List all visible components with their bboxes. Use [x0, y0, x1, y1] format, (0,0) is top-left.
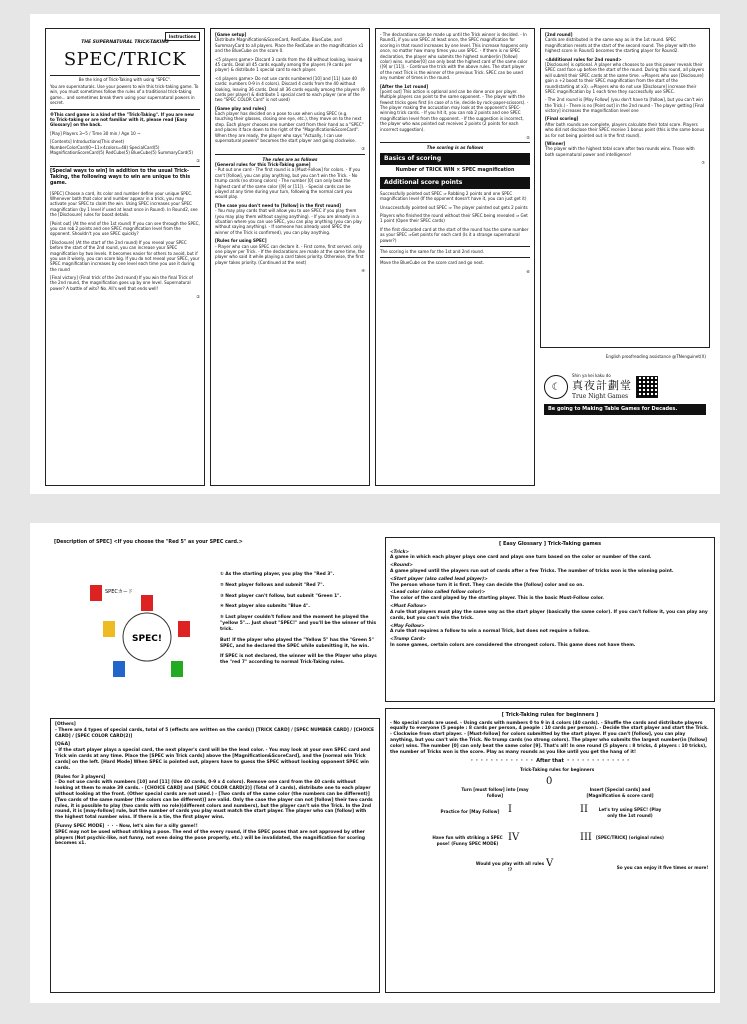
rules-follow-heading: The rules are as follows: [262, 156, 318, 162]
flow-all: Would you play with all rules !?: [475, 861, 545, 872]
flow-practice: Practice for [May Follow]: [440, 809, 500, 815]
spec-description: [50, 537, 380, 712]
disclosure-rule: [Disclosure] (At the start of the 2nd round) If you reveal your SPEC before the start of the 2nd round, you can increase your SPEC magnification by two levels. It becomes easier for others to avoid, but if you use it wisely, you can score big. If you do not reveal your SPEC, your SPEC magnification increases by one level each time you use it during the round: [50, 239, 200, 272]
desc-heading: [Description of SPEC] <If you choose the "Red 5" as your SPEC card.>: [54, 540, 243, 545]
spec-card-label: SPECカード: [105, 589, 133, 595]
card-blue-4: [113, 661, 125, 677]
step-4: ④ Next player also submits "Blue 4".: [220, 604, 310, 610]
final-scoring-heading: [Final scoring]: [545, 116, 579, 122]
glossary-heading: [ Easy Glossary ] Trick-Taking games: [498, 541, 602, 547]
funny-text: SPEC may not be used without striking a pose. The end of the every round, if the SPEC poses that are not approved by other players (Not psychic-like, not funny, not even doing the pose properly, etc.) will be invalidated, the magnification for scoring becomes x1.: [55, 829, 366, 847]
point-out-rule: [Point out] (At the end of the 1st round) If you can see through the SPEC, you can rob 2 points and one SPEC magnification level from the opponent. Shouldn't you use SPEC quickly?: [50, 220, 200, 237]
general-heading: [General rules for this Trick-Taking game]: [215, 162, 311, 168]
flow-title: Trick-Taking rules for beginners: [520, 767, 595, 773]
flow-heading: [Game play and rules]: [215, 105, 266, 111]
proofreading-credit: English proofreading assistance @TNenguinet(X): [605, 354, 706, 359]
page-number: ⑥: [526, 268, 530, 274]
flow-node-0: 0: [546, 776, 553, 788]
additional-4: If the first discarded card at the start of the round has the same number as your SPEC ⇒Get points for each card (Is it a strange supernatural power?): [380, 226, 529, 243]
contents-info: [Contents] Introductions(This sheet) NumberColorCard(0~11×4colors=48) SpecialCard(5) MagnificationScoreCard(5) RedCube(5) BlueCube(5) SummaryCard(5): [50, 139, 194, 155]
page-number: ②: [196, 294, 200, 300]
general-rules: - Put out one card - The first round is a [Must-Follow] for colors. - If you can't [follow], you can play anything, but you can't win the Trick. - No trump cards (no strong colors) - The number [0] can only beat the highest card of the same color ([9] or [11]). - Special cards can be played at any time during your turn, following the normal card you would play.: [215, 167, 361, 200]
panel-intro: [45, 28, 205, 486]
panel-scoring: [375, 28, 535, 486]
winner-heading: [Winner]: [545, 141, 566, 147]
instructions-tag: Instructions: [165, 32, 200, 41]
three-players-heading: [Rules for 3 players]: [55, 774, 106, 780]
glossary-definition: The person whose turn it is first. They can decide the [follow] color and so on.: [390, 582, 585, 588]
step-5: ⑤ Last player couldn't follow and the moment he played the "yellow 5"... Just shout "SPEC!" and you'll be the winner of this trick.: [220, 615, 377, 632]
qa-heading: [Q&A]: [55, 742, 70, 748]
step-2: ② Next player follows and submit "Red 7".: [220, 582, 325, 588]
glossary-term: <Must Follow>: [390, 604, 427, 610]
glossary-definition: The color of the card played by the starting player. This is the basic Must-Follow color.: [390, 596, 604, 602]
scoring-follows: The scoring is as follows: [426, 145, 484, 151]
step-7: If SPEC is not declared, the winner will be the Player who plays the "red 7" according to normal Trick-Taking rules.: [220, 654, 377, 666]
additional-3: Players who finished the round without their SPEC being revealed ⇒ Get 1 point (Open their SPEC cards): [380, 213, 528, 224]
back-sheet: [30, 523, 720, 1003]
others-heading: [Others]: [55, 722, 76, 727]
panel-second-round: [540, 28, 710, 348]
brand-romaji: Shin ya kei kaku do: [572, 373, 611, 379]
glossary-definition: A game in which each player plays one card and plays one turn based on the color or number of the card.: [390, 555, 652, 561]
step-1: ① As the starting player, you play the "Red 3".: [220, 572, 335, 577]
additional-1: Successfully pointed out SPEC ⇒ Robbing 2 points and one SPEC magnification level (If the opponent doesn't have it, you can just get it): [380, 190, 527, 202]
beginners-heading: [ Trick-Taking rules for beginners ]: [501, 712, 599, 718]
flow-node-3: III: [580, 832, 592, 844]
beginner-flowchart: [390, 767, 710, 877]
move-cube: Move the BlueCube on the score card and go next.: [380, 260, 484, 266]
glossary-term: <Trump Card>: [390, 637, 426, 643]
basics-heading: Basics of scoring: [380, 153, 530, 165]
cant-rules: - You may play cards that will allow you to use SPEC if you play them (you may play them without saying anything). - If you are already in a situation where you can use SPEC, you can play anything (you can play without saying anything). - If someone has already used SPEC the winner of the Trick is confirmed), you can play anything.: [215, 208, 362, 235]
glossary-definition: A rule that requires a follow to win a normal Trick, but does not require a follow.: [390, 629, 590, 635]
step-6: But! If the player who played the "Yellow 5" has the "Green 5" SPEC, and he declared the SPEC while submitting it, he win.: [220, 637, 374, 649]
glossary-definition: A game played until the players run out of cards after a few Tricks. The number of tricks won is the winning point.: [390, 569, 674, 575]
using-heading: [Rules for using SPEC]: [215, 238, 267, 244]
spec-card-red: [90, 585, 102, 601]
page-number: ⑤: [526, 135, 530, 141]
note-text: ※This card game is a kind of the "Trick-Taking". If you are new to Trick-taking or are not familiar with it, please read [Easy Glossary] on the back.: [50, 111, 194, 128]
spec-steps: [220, 572, 380, 671]
after-that-heading: ・・・・・・・・・・・・・ After that ・・・・・・・・・・・・・: [469, 758, 631, 765]
final-victory-rule: [Final victory] (Final trick of the 2nd round) If you win the final Trick of the 2nd round, the magnification goes up by one level. Supernatural power? A battle of wits? No. All's well that ends well!: [50, 275, 193, 291]
flow-text: Each player has decided on a pose to use when using SPEC (e.g. touching their glasses, closing one eye, etc.), they move on to the next step. Each player chooses one number card from their hand as a "SPEC" and places it face down to the right of the "Magnification&ScoreCard". When they are ready, the player who says "Actually, I can use supernatural powers" becomes the start player and going clockwise.: [215, 111, 364, 144]
card-yellow-5: [103, 621, 115, 637]
intro-text: You are supernaturals. Use your powers to win this trick-taking game. To win, you must sometimes follow the rules of a traditional trick-taking game... and sometimes break them using your supernatural powers in secret.: [50, 84, 199, 106]
flow-original: [SPEC/TRICK] (original rules): [596, 835, 664, 841]
after-round-heading: [After the 1st round]: [380, 83, 429, 89]
additional-heading: Additional score points: [380, 177, 530, 189]
game-subtitle: THE SUPERNATURAL TRICK-TAKING: [81, 40, 169, 45]
winner-text: The player with the highest total score after two rounds wins. Those with both supernatural power and intelligence!: [545, 146, 695, 157]
round2-heading: [2nd round]: [545, 32, 573, 37]
page-number: ⑦: [701, 160, 705, 166]
flow-node-4: IV: [508, 832, 520, 844]
step-3: ③ Next player can't follow, but submit "Green 1".: [220, 593, 342, 599]
page-number: ①: [196, 158, 200, 164]
using-rules: - Player who can use SPEC can declare it. - First come, first served. only one player per Trick. - If the declarations are made at the same time, the player who said it while playing a card takes priority. Otherwise, the first player takes priority. (Continued at the next): [215, 243, 365, 265]
setup-heading: [Game setup]: [215, 32, 247, 37]
qa-text: - If the start player plays a special card, the next player's card will be the lead color. - You may look at your own SPEC card and Trick win cards at any time. Place the [SPEC win Trick cards] above the [Magnification&ScoreCard], and the [normal win Trick cards] on the left. [Hard Mode] When SPEC is pointed out, players have to guess the SPEC without looking opponent SPEC win cards.: [55, 748, 371, 771]
others-panel: [50, 718, 380, 993]
card-green-1: [171, 661, 183, 677]
page-number: ④: [361, 268, 365, 274]
glossary-term: <Lead color (also called follow color)>: [390, 590, 486, 596]
glossary-panel: [385, 537, 715, 702]
page-number: ③: [361, 146, 365, 152]
four-player-rule: <4 players game> Do not use cards numbered [10] and [11] (use 40 cards: numbers 0-9 in 4 colors). Discard 4 cards from the 40 without looking, leaving 36 cards. Deal all 36 cards equally among the players (9 cards per player) & distribute 1 special card to each player (one of the two "SPEC COLOR Card" is not used): [215, 75, 365, 103]
spec-diagram: [85, 577, 210, 687]
flow-enjoy: So you can enjoy it five times or more!: [616, 865, 709, 871]
brand-slogan: Be going to Making Table Games for Decades.: [544, 404, 706, 415]
cant-heading: [The case you don't need to [follow] in the first round]: [215, 202, 342, 208]
score-formula: Number of TRICK WIN × SPEC magnification: [395, 167, 515, 173]
others-text: - There are 4 types of special cards, total of 5 (effects are written on the cards)) [TRICK CARD] / [SPEC NUMBER CARD] / [CHOICE CARD] / [SPEC COLOR CARD(2)]: [55, 727, 375, 739]
game-title: SPEC/TRICK: [63, 48, 187, 70]
brand-kanji: 真夜計劃堂: [572, 378, 632, 392]
flow-node-5: V: [546, 858, 554, 870]
panel-setup: [210, 28, 370, 486]
flow-turn: Turn [must follow] into [may follow]: [461, 787, 529, 798]
scoring-same: The scoring is the same for the 1st and 2nd round.: [380, 248, 485, 254]
qr-code-icon: [636, 376, 658, 398]
card-red-7: [178, 621, 190, 637]
additional-2nd-text-2: - The 2nd round is [May Follow] (you don't have to [follow], but you can't win the Trick.) - There is no [Point out] in the 2nd round - The player getting [Final victory] increases the magnification level one: [545, 97, 705, 114]
setup-text: Distribute Magnification&ScoreCard, RedCube, BlueCube, and SummaryCard to all players. Place the RedCube on the magnification x1 and the BlueCube on the score 0.: [215, 37, 364, 54]
brand-english: True Night Games: [572, 393, 629, 401]
beginners-panel: [385, 708, 715, 993]
tagline: Be the king of Trick-Taking with using "SPEC".: [50, 75, 200, 82]
round2-text: Cards are distributed in the same way as in the 1st round. SPEC magnification resets at the start of the second round. The player with the highest score in Round1 becomes the starting player for Round2.: [545, 37, 696, 54]
special-ways: [Special ways to win] In addition to the usual Trick-Taking, the following ways to win are unique to this game.: [50, 168, 191, 187]
additional-2: Unsuccessfully pointed out SPEC ⇒ The player pointed out gets 2 points: [380, 204, 528, 210]
final-scoring-text: After both rounds are complete, players calculate their total score. Players who did not disclose their SPEC receive 1 bonus point (this is the same bonus as for not being pointed out in the first round).: [545, 121, 705, 138]
brand-block: [540, 354, 710, 486]
spec-center-text: SPEC!: [132, 634, 162, 644]
flow-lets: Let's try using SPEC! (Play only the 1st round): [598, 807, 662, 818]
glossary-term: <May Follow>: [390, 623, 425, 629]
continued-rules: - The declarations can be made up until the Trick winner is decided. - In Round1, if you use SPEC at least once, the SPEC magnification for scoring in that round increases by one level. This increase happens only once, no matter how many times you use SPEC. - If there is no SPEC declaration, the player who submits the highest number(in [follow] color) wins. number[0] can only beat the highest card of the same color ([9] or [11]). - Continue the trick with the above rules. The start player of the next Trick is the winner of the previous Trick. SPEC can be used any number of times in the round.: [380, 32, 529, 81]
front-sheet: [30, 14, 720, 494]
play-info: [Play] Players 3~5 / Time 30 min / Age 10 ~: [50, 130, 141, 136]
card-red-3: [141, 595, 153, 611]
flow-node-1: I: [508, 804, 512, 816]
flow-node-2: II: [580, 804, 588, 816]
additional-2nd-heading: <Additional rules for 2nd round>: [545, 56, 622, 62]
additional-2nd-text: [Disclosure] is optional. A player who chooses to use this power reveals their SPEC card face up before the start of the round. During this round, all players will submit their SPEC cards at the same time. ⇒Players who use [Disclosure] gain a +2 boost to their SPEC magnification from the start of the round(starting at x3). ⇒Players who do not use [Disclosure] increase their SPEC magnification by 1 each time they successfully use SPEC.: [545, 61, 705, 94]
three-players-text: - Do not use cards with numbers [10] and [11] (Use 40 cards, 0-9 x 4 colors). Remove one card from the 40 cards without looking at them to make 39 cards. - [CHOICE CARD] and [SPEC COLOR CARD(2)] (Total of 3 cards), distribute one to each player without looking at the front. (Other special cards are not used.) - [Two cards of the same color (the numbers can be different)] [Two cards of the same number (the colors can be different)] are valid. Only the case the player can not [follow] their two cards rules, it is possible to play (two cards with no role)(different colors and numbers), but the player can't win the Trick. In the 2nd round, it is [may-follow] rule, but the number of cards you play must match the start player. The player who can [follow] with the highest total number wins. If there is a tie, the first player wins.: [55, 780, 373, 821]
funny-heading: [Funny SPEC MODE] ・・・Now, let's aim for a silly game!!: [55, 824, 198, 829]
spec-rule: [SPEC] Choose a card, its color and number define your unique SPEC. Whenever both that color and number appear in a trick, you may activate your SPEC to claim the win. Using SPEC increases your SPEC magnification (by 1 level if used at least once in Round). In Round2, see the [Disclosure] rules for boost details.: [50, 190, 198, 218]
five-player-rule: <5 players game> Discard 3 cards from the 48 without looking, leaving 45 cards. Deal all 45 cards equally among the players (9 cards per player) & distribute 1 special card to each player.: [215, 56, 363, 73]
beginners-text: - No special cards are used. - Using cards with numbers 0 to 9 in 4 colors (40 cards). - Shuffle the cards and distribute players equally to everyone (5 people : 8 cards per person, 4 people : 10 cards per person). - Decide the start player and start the Trick. - Clockwise from start player. - [Must-follow] for colors submitted by the start player. If you can't [follow], you can play anything, but you can't win the Trick. No trump cards (no strong colors). The player who submits the largest number(in [follow] color) wins. The number [0] can only beat the same color [9]. That's all! In one round (5 players : 8 tricks, 4 players : 10 tricks), the number of Tricks won is the score. Play as many rounds as you like until you get the hang of it!: [390, 720, 709, 755]
glossary-definition: A rule that players must play the same way as the start player (basically the same color). If you can't follow it, you can play any cards, but you can't win the trick.: [390, 609, 708, 621]
flow-funny: Have fun with striking a SPEC pose! (Funny SPEC MODE): [432, 835, 503, 846]
glossary-term: <Round>: [390, 563, 413, 569]
glossary-definition: In some games, certain colors are considered the strongest colors. This game does not have them.: [390, 642, 636, 648]
after-round-text: [point out] This action is optional and can be done once per player. Multiple players can point to the same opponent. - The player with the fewest tricks goes first (in case of a tie, decide by rock-paper-scissors). - The player making the accusation may look at the opponent's SPEC-winning trick cards. - If you hit it, you can rob 2 points and one SPEC magnification level from the opponent. - If the suggestion is incorrect, the player who was pointed out receives 2 points (2 points for each incorrect suggestion).: [380, 88, 529, 132]
glossary-term: <Trick>: [390, 549, 410, 555]
glossary-term: <Start player (also called lead player)>: [390, 576, 488, 582]
moon-logo-icon: ☾: [544, 375, 568, 399]
flow-insert: Insert [Special cards] and [Magnification & score card]: [586, 787, 654, 798]
glossary-list: [390, 550, 710, 649]
